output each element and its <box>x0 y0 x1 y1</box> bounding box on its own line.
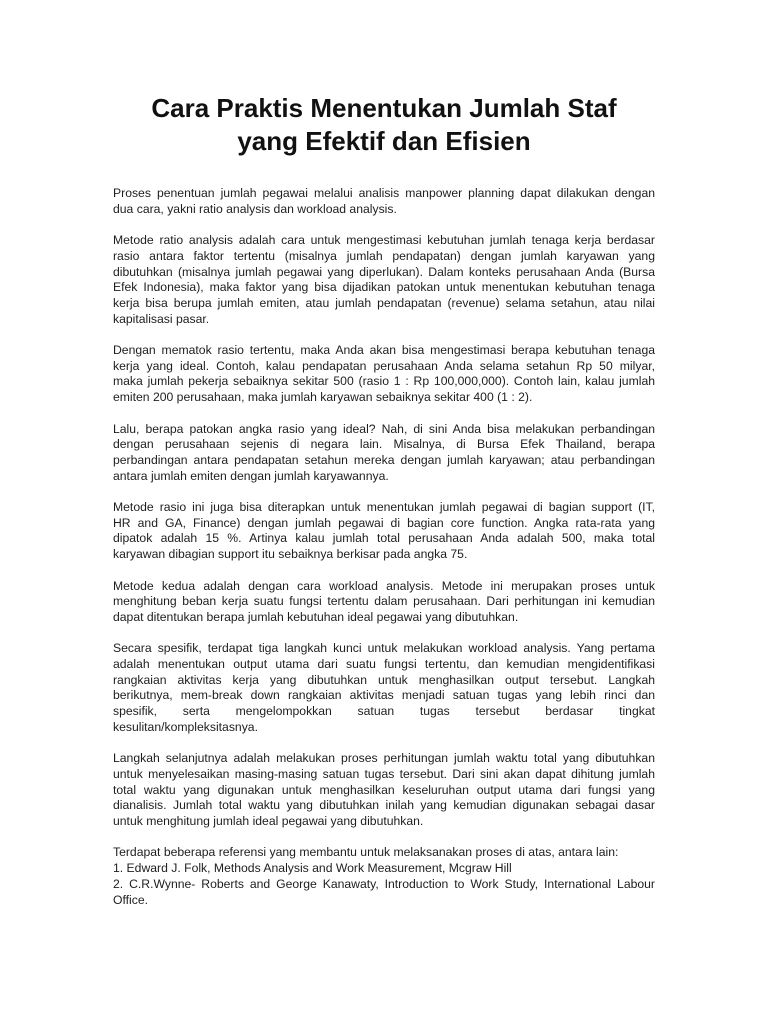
paragraph-ratio-analysis <box>113 233 655 327</box>
paragraph-line: emiten 200 perusahaan, maka jumlah karyawan sebaiknya sekitar 400 (1 : 2). <box>113 390 533 405</box>
paragraph-line: dipatok adalah 15 %. Artinya kalau jumlah total perusahaan Anda adalah 500, maka total <box>113 531 655 546</box>
paragraph-line: berikutnya, mem-break down rangkaian aktivitas menjadi satuan tugas yang lebih rinci dan <box>113 688 655 703</box>
paragraph-line: Proses penentuan jumlah pegawai melalui analisis manpower planning dapat dilakukan dengan <box>113 186 655 200</box>
title-line: Cara Praktis Menentukan Jumlah Staf <box>151 93 617 123</box>
document-body <box>113 186 655 924</box>
paragraph-line: kerja bisa berupa jumlah emiten, atau jumlah pendapatan (revenue) selama setahun, atau nilai <box>113 295 655 310</box>
paragraph-line: Efek Indonesia), maka faktor yang bisa dijadikan patokan untuk menentukan kebutuhan tenaga <box>113 280 655 295</box>
paragraph-line: kesulitan/kompleksitasnya. <box>113 719 258 734</box>
paragraph-line: spesifik, serta mengelompokkan satuan tugas tersebut berdasar tingkat <box>113 704 655 719</box>
paragraph-line: Dengan mematok rasio tertentu, maka Anda akan bisa mengestimasi berapa kebutuhan tenaga <box>113 343 655 357</box>
paragraph-line: kapitalisasi pasar. <box>113 311 210 326</box>
paragraph-line: untuk menyelesaikan masing-masing satuan tugas tersebut. Dari sini akan dapat dihitung jumlah <box>113 766 655 781</box>
reference-line: 2. C.R.Wynne- Roberts and George Kanawaty, Introduction to Work Study, International Labour <box>113 876 655 891</box>
paragraph-line: dapat ditentukan berapa jumlah kebutuhan ideal pegawai yang dibutuhkan. <box>113 609 519 624</box>
paragraph-workload-analysis <box>113 579 655 626</box>
paragraph-line: Metode rasio ini juga bisa diterapkan untuk menentukan jumlah pegawai di bagian support (IT, <box>113 500 655 514</box>
paragraph-line: Metode ratio analysis adalah cara untuk mengestimasi kebutuhan jumlah tenaga kerja berdasar <box>113 233 655 248</box>
paragraph-line: dua cara, yakni ratio analysis dan workload analysis. <box>113 201 397 216</box>
paragraph-line: adalah menentukan output utama dari suatu fungsi tertentu, dan kemudian mengidentifikasi <box>113 657 655 671</box>
paragraph-line: untuk menghitung jumlah ideal pegawai yang dibutuhkan. <box>113 814 424 829</box>
paragraph-line: Secara spesifik, terdapat tiga langkah kunci untuk melakukan workload analysis. Yang pertama <box>113 641 655 656</box>
document-title <box>0 92 768 158</box>
references-intro: Terdapat beberapa referensi yang membantu untuk melaksanakan proses di atas, antara lain: <box>113 845 619 860</box>
paragraph-line: karyawan dibagian support itu sebaiknya berkisar pada angka 75. <box>113 547 468 562</box>
paragraph-line: dibutuhkan (misalnya jumlah pegawai yang diperlukan). Dalam konteks perusahaan Anda (Bursa <box>113 264 655 279</box>
paragraph-line: perbandingan antara pendapatan setahun mereka dengan jumlah karyawan; atau perbandingan <box>113 452 655 467</box>
paragraph-line: menghitung beban kerja suatu fungsi tertentu dalam perusahaan. Dari perhitungan ini kemudian <box>113 594 655 609</box>
paragraph-line: Metode kedua adalah dengan cara workload analysis. Metode ini merupakan proses untuk <box>113 578 655 593</box>
reference-line: Office. <box>113 892 148 907</box>
paragraph-time-calculation <box>113 751 655 830</box>
reference-item <box>113 877 655 908</box>
paragraph-ratio-example <box>113 343 655 406</box>
reference-item <box>113 861 655 877</box>
paragraph-line: kerja yang ideal. Contoh, kalau pendapatan perusahaan Anda selama setahun Rp 50 milyar, <box>113 358 655 373</box>
paragraph-line: rasio antara faktor tertentu (misalnya jumlah pendapatan) dengan jumlah karyawan yang <box>113 248 655 263</box>
reference-line: 1. Edward J. Folk, Methods Analysis and Work Measurement, Mcgraw Hill <box>113 861 512 876</box>
paragraph-line: Lalu, berapa patokan angka rasio yang ideal? Nah, di sini Anda bisa melakukan perbandingan <box>113 421 655 436</box>
paragraph-line: dengan perusahaan sejenis di negara lain. Misalnya, di Bursa Efek Thailand, berapa <box>113 437 655 452</box>
title-line: yang Efektif dan Efisien <box>237 126 531 156</box>
paragraph-line: Langkah selanjutnya adalah melakukan proses perhitungan jumlah waktu total yang dibutuhkan <box>113 751 655 766</box>
paragraph-workload-steps <box>113 641 655 735</box>
paragraph-line: antara jumlah emiten dengan jumlah karyawannya. <box>113 468 389 483</box>
paragraph-line: maka jumlah pekerja sebaiknya sekitar 500 (rasio 1 : Rp 100,000,000). Contoh lain, kalau jumlah <box>113 374 655 389</box>
paragraph-line: dianalisis. Jumlah total waktu yang dibutuhkan inilah yang kemudian digunakan sebagai dasar <box>113 798 655 813</box>
references-section <box>113 845 655 908</box>
paragraph-intro <box>113 186 655 217</box>
paragraph-line: rangkaian aktivitas kerja yang dibutuhkan untuk menghasilkan output tersebut. Langkah <box>113 672 655 687</box>
paragraph-line: total waktu yang digunakan untuk menghasilkan keseluruhan output utama dari fungsi yang <box>113 782 655 797</box>
paragraph-support-ratio <box>113 500 655 563</box>
paragraph-ideal-ratio <box>113 422 655 485</box>
paragraph-line: HR and GA, Finance) dengan jumlah pegawai di bagian core function. Angka rata-rata yang <box>113 515 655 530</box>
